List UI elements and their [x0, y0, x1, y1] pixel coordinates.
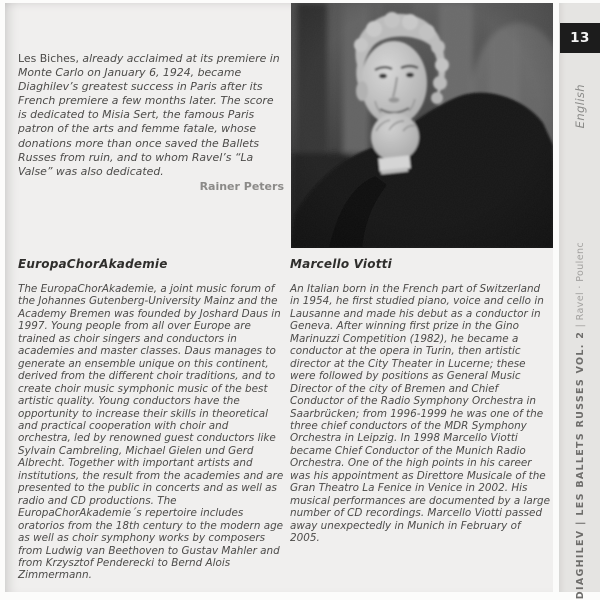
spine-title [563, 242, 597, 600]
intro-text: already acclaimed at its premiere in Monte Carlo on January 6, 1924, became Diaghilev’s greatest success in Paris after its French premiere a few months later. The score is dedicated to Misia Sert, the famous Paris patron of the arts and femme fatale, whose donations more than once saved the Ballets Russes from ruin, and to whom Ravel’s “La Valse” was also dedicated. [18, 52, 280, 178]
bio-europachorakademie: The EuropaChorAkademie, a joint music forum of the Johannes Gutenberg-University Mainz and the Academy Bremen was founded by Joshard Daus in 1997. Young people from all over Europe are trained as choir singers and conductors in academies and master classes. Daus manages to generate an ensemble unique on this continent, derived from the different choir traditions, and to create choir music symphonic music of the best artistic quality. Young conductors have the opportunity to increase their skills in theoretical and practical cooperation with choir and orchestra, led by renowned guest conductors like Sylvain Cambreling, Michael Gielen und Gerd Albrecht. Together with important artists and institutions, the result from the academies and are presented to the public in concerts and as well as radio and CD productions. The EuropaChorAkademie´s repertoire includes oratorios from the 18th century to the modern age as well as choir symphony works by composers from Ludwig van Beethoven to Gustav Mahler and from Krzysztof Penderecki to Bernd Alois Zimmermann. [18, 283, 284, 582]
portrait-photo-marcello-viotti [291, 3, 553, 248]
spine-title-main: DIAGHILEV | LES BALLETS RUSSES VOL. 2 [574, 331, 586, 600]
spine-title-composers: | Ravel · Poulenc [574, 242, 586, 332]
heading-europachorakademie: EuropaChorAkademie [18, 257, 168, 271]
portrait-illustration [291, 3, 553, 248]
intro-paragraph [18, 52, 284, 179]
language-tab [563, 58, 597, 154]
bio-marcello-viotti: An Italian born in the French part of Switzerland in 1954, he first studied piano, voice and cello in Lausanne and made his debut as a conductor in Geneva. After winning first prize in the Gino Marinuzzi Competition (1982), he became a conductor at the opera in Turin, then artistic director at the City Theater in Lucerne; these were followed by positions as General Music Director of the city of Bremen and Chief Conductor of the Radio Symphony Orchestra in Saarbrücken; from 1996-1999 he was one of the three chief conductors of the MDR Symphony Orchestra in Leipzig. In 1998 Marcello Viotti became Chief Conductor of the Munich Radio Orchestra. One of the high points in his career was his appointment as Direttore Musicale of the Gran Theatro La Fenice in Venice in 2002. His musical performances are documented by a large number of CD recordings. Marcello Viotti passed away unexpectedly in Munich in February of 2005. [290, 283, 551, 545]
heading-marcello-viotti: Marcello Viotti [290, 257, 392, 271]
author-credit: Rainer Peters [199, 180, 284, 193]
work-title: Les Biches, [18, 52, 79, 65]
language-label: English [573, 83, 587, 129]
page-number-badge: 13 [560, 23, 600, 53]
